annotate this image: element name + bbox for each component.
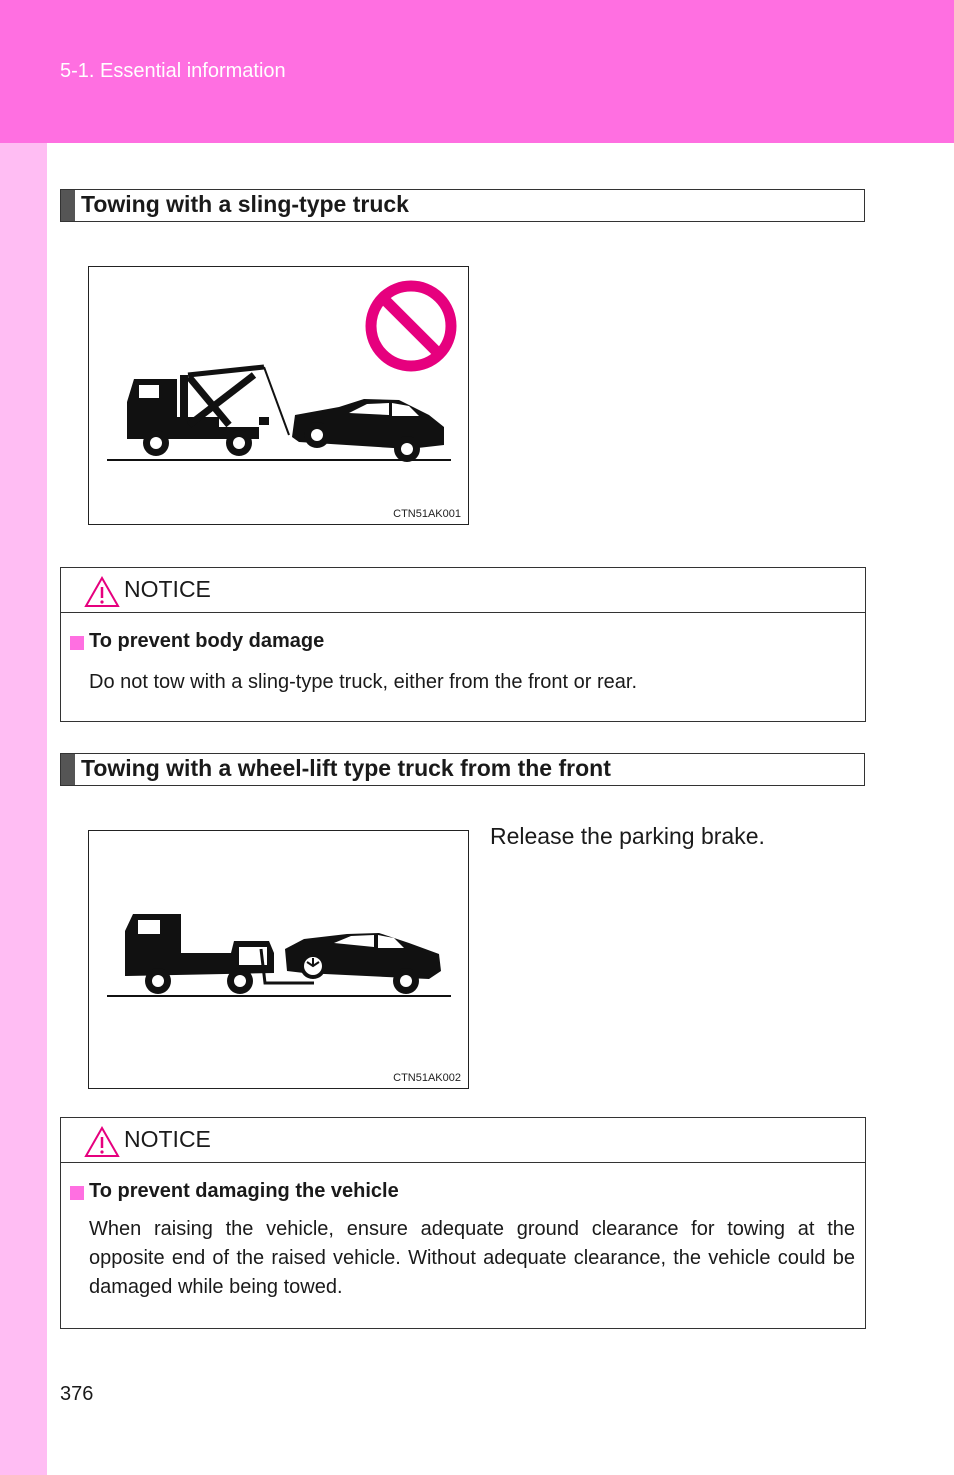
notice-label: NOTICE xyxy=(124,1126,211,1152)
figure-wheel-lift-tow xyxy=(88,830,469,1089)
figure-sling-tow xyxy=(88,266,469,525)
notice-header xyxy=(61,568,865,613)
notice-subheading: To prevent damaging the vehicle xyxy=(89,1180,399,1202)
car-icon xyxy=(285,933,441,994)
section-title: Towing with a wheel-lift type truck from the front xyxy=(81,755,611,781)
page-header xyxy=(0,0,954,143)
notice-subheading: To prevent body damage xyxy=(89,630,325,652)
section-title: Towing with a sling-type truck xyxy=(81,191,409,217)
figure-code: CTN51AK002 xyxy=(393,1072,461,1084)
section-heading-wheel-lift xyxy=(60,753,865,786)
heading-bar xyxy=(61,754,75,785)
car-icon xyxy=(292,399,444,462)
bullet-square-icon xyxy=(70,1186,84,1200)
wheel-lift-tow-illustration xyxy=(89,831,470,1090)
notice-box-vehicle-damage xyxy=(60,1117,866,1329)
sling-tow-illustration xyxy=(89,267,470,526)
page-number: 376 xyxy=(60,1383,94,1405)
section-breadcrumb: 5-1. Essential information xyxy=(60,60,286,82)
notice-header xyxy=(61,1118,865,1163)
warning-triangle-icon xyxy=(84,1126,120,1158)
page-sidebar xyxy=(0,143,47,1475)
notice-label: NOTICE xyxy=(124,576,211,602)
figure-code: CTN51AK001 xyxy=(393,508,461,520)
tow-truck-icon xyxy=(127,367,289,456)
notice-body: When raising the vehicle, ensure adequate ground clearance for towing at the opposite end of the raised vehicle. Without adequate clearance, the vehicle could be damaged while being towed. xyxy=(89,1218,855,1298)
prohibited-icon xyxy=(371,286,451,366)
instruction-text: Release the parking brake. xyxy=(490,823,765,849)
warning-triangle-icon xyxy=(84,576,120,608)
bullet-square-icon xyxy=(70,636,84,650)
notice-body: Do not tow with a sling-type truck, either from the front or rear. xyxy=(89,671,638,693)
notice-box-body-damage xyxy=(60,567,866,722)
section-heading-sling xyxy=(60,189,865,222)
heading-bar xyxy=(61,190,75,221)
